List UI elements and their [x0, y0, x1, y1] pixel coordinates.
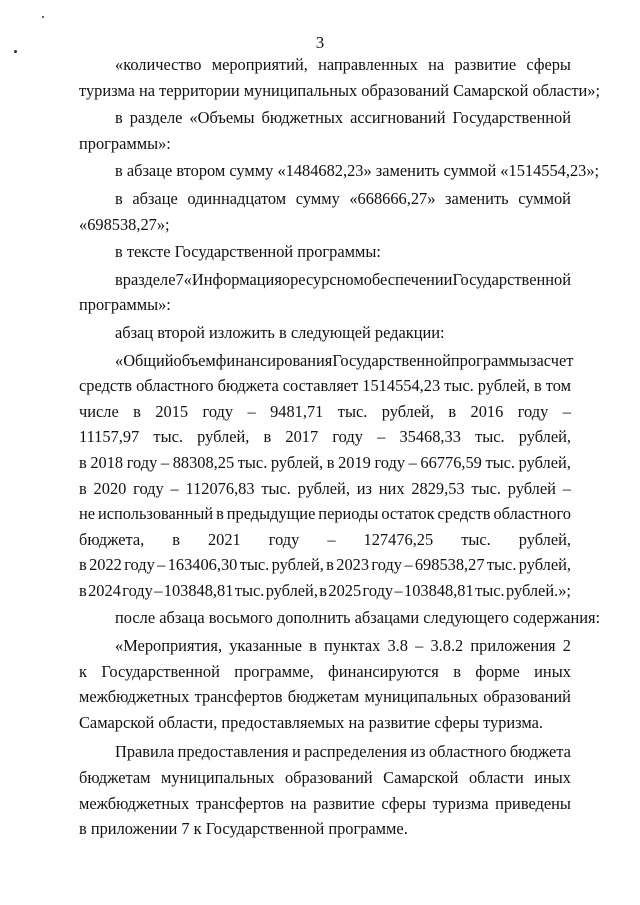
word: тыс.: [471, 478, 501, 498]
word: рублей,: [197, 427, 250, 447]
word: 163406,30: [167, 555, 238, 575]
word: 2016: [470, 401, 504, 421]
text-line: программы»:: [79, 133, 171, 153]
scan-speck: [42, 16, 44, 18]
word: –: [157, 555, 166, 575]
word: в: [326, 555, 334, 575]
word: 2: [562, 636, 571, 656]
word: обеспечении: [363, 269, 453, 289]
word: средств: [79, 376, 133, 396]
word: мероприятий,: [211, 55, 308, 74]
word: указанные: [229, 636, 302, 656]
word: иных: [534, 768, 571, 788]
word: форме: [475, 661, 520, 681]
word: 2018: [90, 452, 124, 472]
word: тыс.: [261, 478, 291, 498]
word: году: [332, 427, 363, 447]
word: в: [79, 452, 87, 472]
word: рублей,: [265, 580, 318, 600]
word: пунктах: [324, 636, 381, 656]
word: областного: [136, 376, 214, 396]
word: 35468,33: [399, 427, 461, 447]
word: числе: [79, 401, 119, 421]
text-line: [79, 552, 571, 578]
word: предыдущие: [226, 504, 316, 524]
word: 2019: [338, 452, 371, 472]
word: –: [377, 427, 386, 447]
word: году: [124, 555, 155, 575]
text-line: после абзаца восьмого дополнить абзацами следующего содержания:: [115, 608, 601, 628]
word: рублей,: [297, 478, 350, 498]
word: 2022: [89, 555, 122, 575]
word: распределения: [304, 742, 408, 762]
word: межбюджетных: [79, 793, 190, 813]
word: «Объемы: [189, 108, 255, 128]
word: том: [545, 376, 571, 396]
text-line: [79, 267, 571, 293]
document-body: [79, 52, 601, 842]
word: о: [281, 269, 291, 289]
text-line: [79, 527, 571, 553]
word: 2021: [207, 529, 241, 549]
text-line: туризма на территории муниципальных образований Самарской области»;: [79, 80, 601, 100]
word: 2020: [93, 478, 127, 498]
word: областного: [428, 742, 507, 762]
word: году: [133, 478, 164, 498]
word: межбюджетных: [79, 687, 190, 707]
word: году: [374, 452, 406, 472]
word: в: [172, 529, 180, 549]
text-line: [79, 659, 571, 685]
word: из: [356, 478, 372, 498]
word: –: [247, 401, 256, 421]
text-line: в абзаце втором сумму «1484682,23» заменить суммой «1514554,23»;: [115, 161, 600, 181]
word: тыс.: [153, 427, 183, 447]
word: в: [216, 504, 224, 524]
word: 698538,27: [414, 555, 485, 575]
word: 2025: [328, 580, 362, 600]
word: –: [562, 478, 571, 498]
text-line: [79, 105, 571, 131]
text-line: Самарской области, предоставляемых на развитие сферы туризма.: [79, 712, 544, 732]
word: заменить: [445, 188, 509, 208]
word: 2023: [336, 555, 370, 575]
word: направленных: [318, 55, 418, 74]
word: периоды: [318, 504, 379, 524]
word: тыс.: [444, 376, 474, 396]
word: 3.8: [387, 636, 408, 656]
word: разделе: [122, 269, 176, 289]
word: Государственной: [452, 269, 571, 289]
word: 3.8.2: [430, 636, 464, 656]
word: трансфертов: [195, 793, 284, 813]
word: тыс.: [239, 555, 270, 575]
word: в: [79, 478, 87, 498]
text-line: [79, 373, 571, 399]
word: в: [263, 427, 272, 447]
text-line: [79, 186, 571, 212]
word: разделе: [129, 108, 183, 128]
word: тыс.: [234, 580, 265, 600]
word: и: [291, 742, 301, 762]
word: 127476,25: [363, 529, 434, 549]
text-line: «698538,27»;: [79, 214, 170, 234]
text-line: [79, 633, 571, 659]
word: на: [428, 55, 445, 74]
word: не: [79, 504, 96, 524]
text-line: [79, 348, 574, 374]
word: трансфертов: [194, 687, 283, 707]
word: сферы: [381, 793, 426, 813]
word: году: [517, 401, 549, 421]
word: «Мероприятия,: [115, 636, 223, 656]
word: на: [290, 793, 307, 813]
word: году: [122, 580, 153, 600]
text-line: в приложении 7 к Государственной программе.: [79, 819, 408, 839]
word: Государственной: [332, 350, 451, 370]
word: в: [133, 401, 141, 421]
word: 66776,59: [420, 452, 482, 472]
text-line: [79, 399, 571, 425]
word: 1514554,23: [362, 376, 441, 396]
word: 103848,81: [404, 580, 474, 600]
word: них: [378, 478, 405, 498]
word: 112076,83: [185, 478, 255, 498]
word: рублей,: [518, 555, 571, 575]
word: области: [468, 768, 524, 788]
word: рублей,: [518, 452, 571, 472]
word: –: [408, 452, 417, 472]
text-line: программы»:: [79, 295, 171, 315]
word: туризма: [432, 793, 489, 813]
word: в: [309, 636, 317, 656]
word: программы: [450, 350, 530, 370]
word: ассигнований: [350, 108, 446, 128]
word: бюджета: [509, 742, 571, 762]
word: рублей.»;: [505, 580, 571, 600]
word: одиннадцатом: [187, 188, 287, 208]
word: рублей,: [477, 376, 530, 396]
word: –: [562, 401, 571, 421]
word: развитие: [313, 793, 375, 813]
word: в: [115, 108, 123, 128]
word: в: [79, 555, 87, 575]
word: –: [160, 452, 170, 472]
text-line: абзац второй изложить в следующей редакции:: [115, 322, 445, 342]
word: тыс.: [485, 452, 516, 472]
text-line: [79, 501, 571, 527]
page-number: 3: [315, 33, 325, 52]
word: –: [394, 580, 403, 600]
word: тыс.: [486, 555, 517, 575]
text-line: [79, 52, 571, 78]
word: муниципальных: [364, 687, 478, 707]
text-line: [79, 578, 571, 604]
word: тыс.: [237, 452, 268, 472]
text-line: [79, 476, 571, 502]
word: –: [415, 636, 424, 656]
word: приложения: [470, 636, 556, 656]
word: –: [154, 580, 163, 600]
text-line: в тексте Государственной программы:: [115, 242, 381, 262]
word: в: [115, 188, 123, 208]
text-line: [79, 684, 571, 710]
word: 2829,53: [411, 478, 465, 498]
word: областного: [493, 504, 571, 524]
word: «668666,27»: [349, 188, 436, 208]
word: финансирования: [215, 350, 333, 370]
word: году: [362, 580, 394, 600]
word: Государственной: [452, 108, 571, 128]
word: бюджета: [217, 376, 279, 396]
text-line: [79, 424, 571, 450]
word: году: [126, 452, 158, 472]
word: в: [79, 580, 87, 600]
word: рублей: [507, 478, 556, 498]
word: –: [327, 529, 336, 549]
word: –: [404, 555, 413, 575]
word: финансируются: [328, 661, 439, 681]
scan-speck: [14, 50, 17, 53]
word: 2024: [88, 580, 121, 600]
word: «количество: [115, 55, 202, 74]
word: «Информация: [183, 269, 282, 289]
word: бюджета,: [79, 529, 145, 549]
word: программе,: [234, 661, 314, 681]
word: абзаце: [132, 188, 178, 208]
word: рублей,: [518, 529, 571, 549]
word: сферы: [526, 55, 571, 74]
word: иных: [534, 661, 571, 681]
word: тыс.: [475, 427, 505, 447]
word: 2015: [155, 401, 189, 421]
word: объем: [173, 350, 216, 370]
word: году: [371, 555, 402, 575]
word: году: [268, 529, 300, 549]
word: бюджетных: [261, 108, 344, 128]
text-line: [79, 450, 571, 476]
word: предоставления: [177, 742, 289, 762]
word: году: [202, 401, 234, 421]
word: в: [448, 401, 457, 421]
word: из: [410, 742, 426, 762]
word: тыс.: [475, 580, 505, 600]
word: использованный: [97, 504, 214, 524]
word: 9481,71: [270, 401, 324, 421]
word: средств: [437, 504, 491, 524]
word: Самарской: [383, 768, 459, 788]
word: образований: [483, 687, 571, 707]
word: 103848,81: [163, 580, 234, 600]
word: рублей,: [271, 555, 324, 575]
word: к: [79, 661, 87, 681]
word: составляет: [282, 376, 359, 396]
word: развитие: [454, 55, 517, 74]
word: суммой: [518, 188, 571, 208]
word: в: [534, 376, 542, 396]
word: –: [170, 478, 179, 498]
word: ресурсном: [290, 269, 364, 289]
text-line: [79, 765, 571, 791]
word: «Общий: [115, 350, 174, 370]
word: приведены: [495, 793, 571, 813]
text-line: [79, 791, 571, 817]
word: в: [115, 269, 123, 289]
word: 2017: [285, 427, 319, 447]
word: в: [326, 452, 335, 472]
word: рублей,: [381, 401, 434, 421]
word: рублей,: [518, 427, 571, 447]
word: бюджетам: [79, 768, 151, 788]
word: 11157,97: [79, 427, 140, 447]
word: Государственной: [101, 661, 220, 681]
word: тыс.: [461, 529, 491, 549]
word: 88308,25: [172, 452, 235, 472]
word: за: [530, 350, 544, 370]
word: Правила: [115, 742, 175, 762]
word: рублей,: [270, 452, 324, 472]
word: тыс.: [337, 401, 368, 421]
text-line: [79, 739, 571, 765]
word: сумму: [295, 188, 340, 208]
word: остаток: [381, 504, 435, 524]
word: бюджетам: [287, 687, 360, 707]
word: муниципальных: [160, 768, 275, 788]
word: 7: [175, 269, 184, 289]
word: образований: [284, 768, 373, 788]
word: в: [319, 580, 328, 600]
word: в: [453, 661, 461, 681]
word: счет: [543, 350, 574, 370]
